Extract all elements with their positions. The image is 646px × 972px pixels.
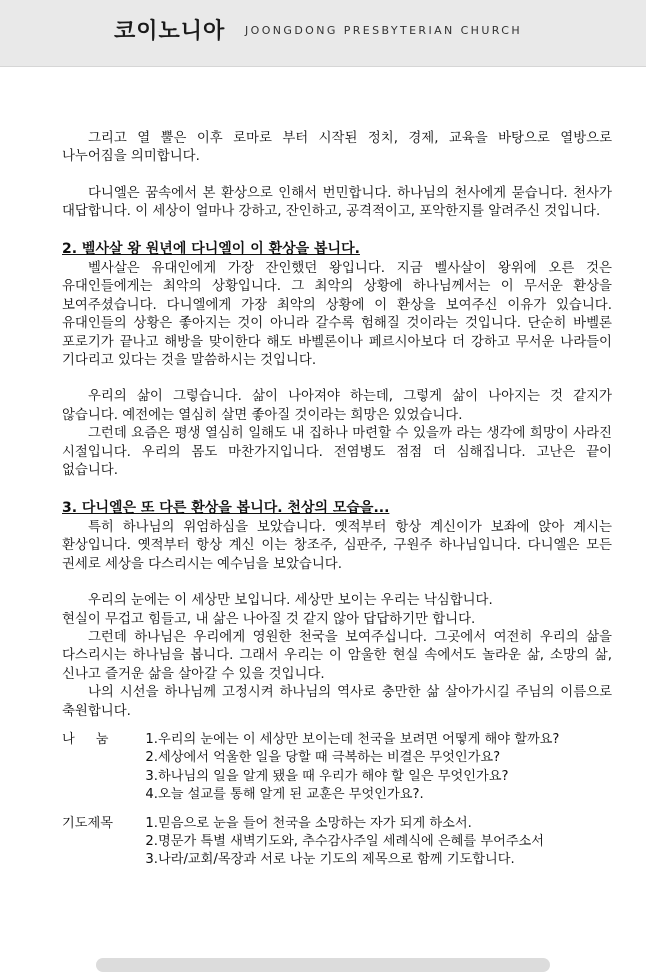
- sermon-content: [62, 130, 612, 870]
- sharing-item: 우리의 눈에는 이 세상만 보이는데 천국을 보려면 어떻게 해야 할까요?: [158, 731, 560, 747]
- sharing-item: 세상에서 억울한 일을 당할 때 극복하는 비결은 무엇인가요?: [158, 750, 501, 766]
- section-2-paragraph-1: 벨사살은 유대인에게 가장 잔인했던 왕입니다. 지금 벨사살이 왕위에 오른 것은 유대인들에게는 최악의 상황입니다. 그 최악의 상황에 하나님께서는 이 무서운 환상을 보여주셨습니다. 다니엘에게 가장 최악의 상황에 이 환상을 보여주신 이유가 있습니다. 유대인들의 상황은 좋아지는 것이 아니라 갈수록 험해질 것이라는 것입니다. 단순히 바벨론 포로기가 끝나고 해방을 맞이한다 해도 바벨론이나 페르시아보다 더 강하고 무서운 나라들이 기다리고 있다는 것을 말씀하시는 것입니다.: [62, 261, 612, 369]
- intro-paragraph-1: 그리고 열 뿔은 이후 로마로 부터 시작된 정치, 경제, 교육을 바탕으로 열방으로 나누어짐을 의미합니다.: [62, 131, 612, 165]
- sharing-row: 4. 오늘 설교를 통해 알게 된 교훈은 무엇인가요?.: [62, 786, 612, 804]
- section-3-paragraph-3: 현실이 무겁고 힘들고, 내 삶은 나아질 것 같지 않아 답답하기만 합니다.: [62, 611, 476, 627]
- prayer-item: 나라/교회/목장과 서로 나눈 기도의 제목으로 함께 기도합니다.: [158, 852, 515, 868]
- prayer-label: 기도제목: [62, 815, 113, 831]
- intro-paragraph-2: 다니엘은 꿈속에서 본 환상으로 인해서 번민합니다. 하나님의 천사에게 묻습니다. 천사가 대답합니다. 이 세상이 얼마나 강하고, 잔인하고, 공격적이고, 포악한지를 알려주신 것입니다.: [62, 185, 612, 220]
- prayer-item: 명문가 특별 새벽기도와, 추수감사주일 세례식에 은혜를 부어주소서: [158, 834, 545, 849]
- section-3-paragraph-1: 특히 하나님의 위엄하심을 보았습니다. 옛적부터 항상 계신이가 보좌에 앉아 계시는 환상입니다. 옛적부터 항상 계신 이는 창조주, 심판주, 구원주 하나님입니다. 다니엘은 모든 권세로 세상을 다스리시는 예수님을 보았습니다.: [62, 519, 612, 572]
- section-2-paragraph-2: 우리의 삶이 그렇습니다. 삶이 나아져야 하는데, 그렇게 삶이 나아지는 것 같지가 않습니다. 예전에는 열심히 살면 좋아질 것이라는 희망은 있었습니다.: [62, 389, 612, 423]
- prayer-row: 2. 명문가 특별 새벽기도와, 추수감사주일 세례식에 은혜를 부어주소서: [62, 833, 612, 851]
- section-3-paragraph-5: 나의 시선을 하나님께 고정시켜 하나님의 역사로 충만한 삶 살아가시길 주님의 이름으로 축원합니다.: [62, 685, 612, 719]
- sharing-item: 오늘 설교를 통해 알게 된 교훈은 무엇인가요?.: [158, 787, 424, 803]
- section-3-paragraph-2: 우리의 눈에는 이 세상만 보입니다. 세상만 보이는 우리는 낙심합니다.: [88, 593, 493, 609]
- prayer-row: 3. 나라/교회/목장과 서로 나눈 기도의 제목으로 함께 기도합니다.: [62, 851, 612, 869]
- sharing-row: 2. 세상에서 억울한 일을 당할 때 극복하는 비결은 무엇인가요?: [62, 749, 612, 767]
- sharing-item: 하나님의 일을 알게 됐을 때 우리가 해야 할 일은 무엇인가요?: [158, 768, 509, 784]
- sharing-row: 3. 하나님의 일을 알게 됐을 때 우리가 해야 할 일은 무엇인가요?: [62, 768, 612, 786]
- prayer-row: 기도제목 1. 믿음으로 눈을 들어 천국을 소망하는 자가 되게 하소서.: [62, 815, 612, 833]
- section-3-heading: 3. 다니엘은 또 다른 환상을 봅니다. 천상의 모습을...: [62, 499, 390, 516]
- sharing-questions: [62, 731, 612, 805]
- section-3-paragraph-4: 그런데 하나님은 우리에게 영원한 천국을 보여주십니다. 그곳에서 여전히 우리의 삶을 다스리시는 하나님을 봅니다. 그래서 우리는 이 암울한 현실 속에서도 놀라운 삶, 소망의 삶, 신나고 즐거운 삶을 살아갈 수 있을 것입니다.: [62, 629, 612, 682]
- church-name: JOONGDONG PRESBYTERIAN CHURCH: [245, 24, 523, 37]
- section-2-paragraph-3: 그런데 요즘은 평생 열심히 일해도 내 집하나 마련할 수 있을까 라는 생각에 희망이 사라진 시절입니다. 우리의 몸도 마찬가지입니다. 전염병도 점점 더 심해집니다. 고난은 끝이 없습니다.: [62, 426, 612, 479]
- prayer-requests: [62, 815, 612, 870]
- sharing-label: 나 눔: [62, 731, 109, 747]
- page-header: [0, 0, 646, 67]
- prayer-item: 믿음으로 눈을 들어 천국을 소망하는 자가 되게 하소서.: [158, 815, 472, 831]
- section-2-heading: 2. 벨사살 왕 원년에 다니엘이 이 환상을 봅니다.: [62, 240, 360, 257]
- sharing-row: 나 눔 1. 우리의 눈에는 이 세상만 보이는데 천국을 보려면 어떻게 해야 할까요?: [62, 731, 612, 749]
- brand-title: 코이노니아: [114, 19, 226, 44]
- bottom-scroll-bar[interactable]: [96, 958, 550, 972]
